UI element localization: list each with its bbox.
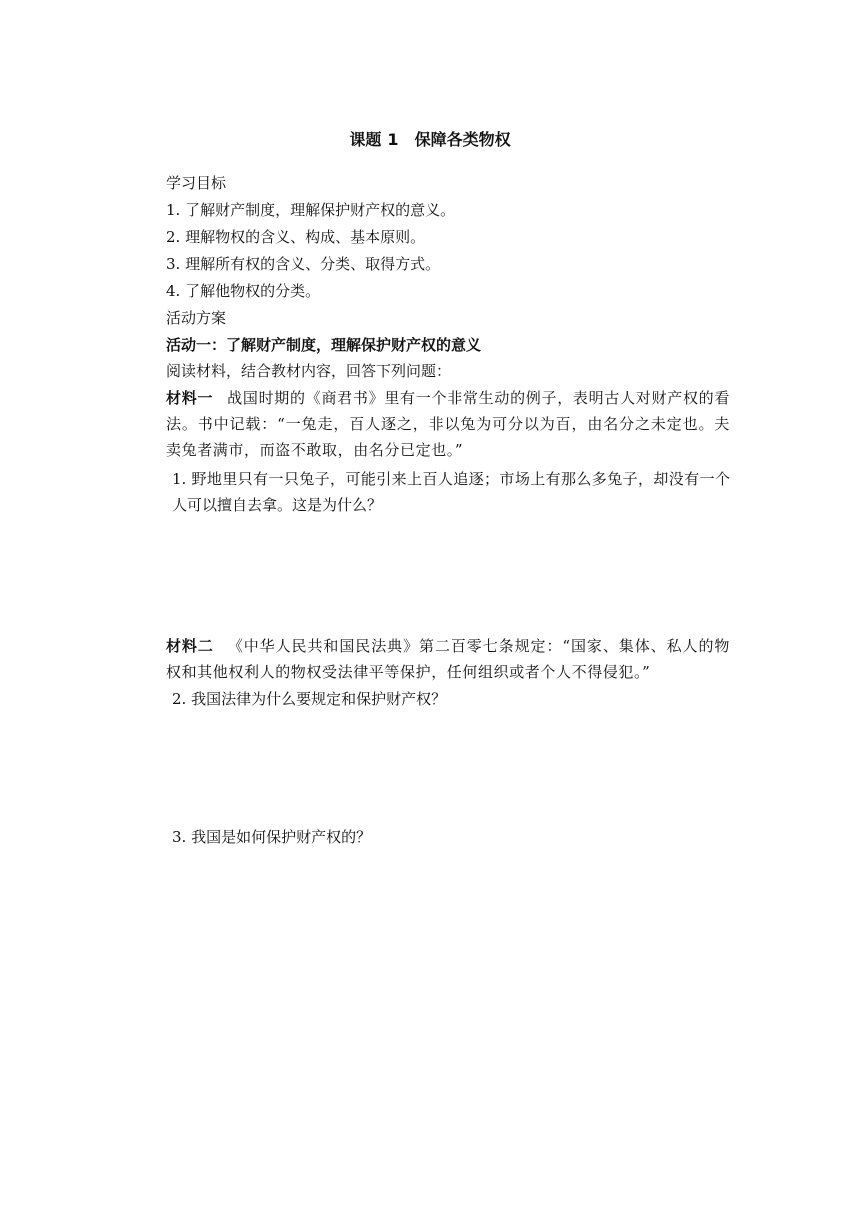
material1-text: 战国时期的《商君书》里有一个非常生动的例子，表明古人对财产权的看法。书中记载：“一兔走，百人逐之，非以兔为可分以为百，由名分之未定也。夫卖兔者满市，而盗不敢取，由名分已定也。” [166,389,730,459]
question2-text: 2. 我国法律为什么要规定和保护财产权？ [172,690,447,708]
material2-label: 材料二 [166,637,214,655]
material1-label: 材料一 [166,389,214,407]
objective-item-4: 4. 了解他物权的分类。 [166,282,321,300]
plan-heading: 活动方案 [166,309,227,327]
objective-item-3: 3. 理解所有权的含义、分类、取得方式。 [166,255,441,273]
title-prefix: 课题 [349,130,382,149]
page-title [0,127,860,150]
title-text: 保障各类物权 [414,130,511,149]
question1-text: 1. 野地里只有一只兔子，可能引来上百人追逐；市场上有那么多兔子，却没有一个人可以擅自去拿。这是为什么？ [172,470,730,514]
instruction-text: 阅读材料，结合教材内容，回答下列问题： [166,362,452,380]
activity1-heading: 活动一：了解财产制度，理解保护财产权的意义 [166,336,482,354]
objective-item-2: 2. 理解物权的含义、构成、基本原则。 [166,228,426,246]
question1-paragraph [130,466,730,518]
title-number: 1 [387,130,399,149]
question3-text: 3. 我国是如何保护财产权的？ [172,828,372,846]
material2-text: 《中华人民共和国民法典》第二百零七条规定：“国家、集体、私人的物权和其他权利人的物权受法律平等保护，任何组织或者个人不得侵犯。” [166,637,730,681]
material2-paragraph [130,633,730,685]
objective-item-1: 1. 了解财产制度，理解保护财产权的意义。 [166,201,456,219]
material1-paragraph [130,385,730,463]
objectives-heading: 学习目标 [166,174,227,192]
